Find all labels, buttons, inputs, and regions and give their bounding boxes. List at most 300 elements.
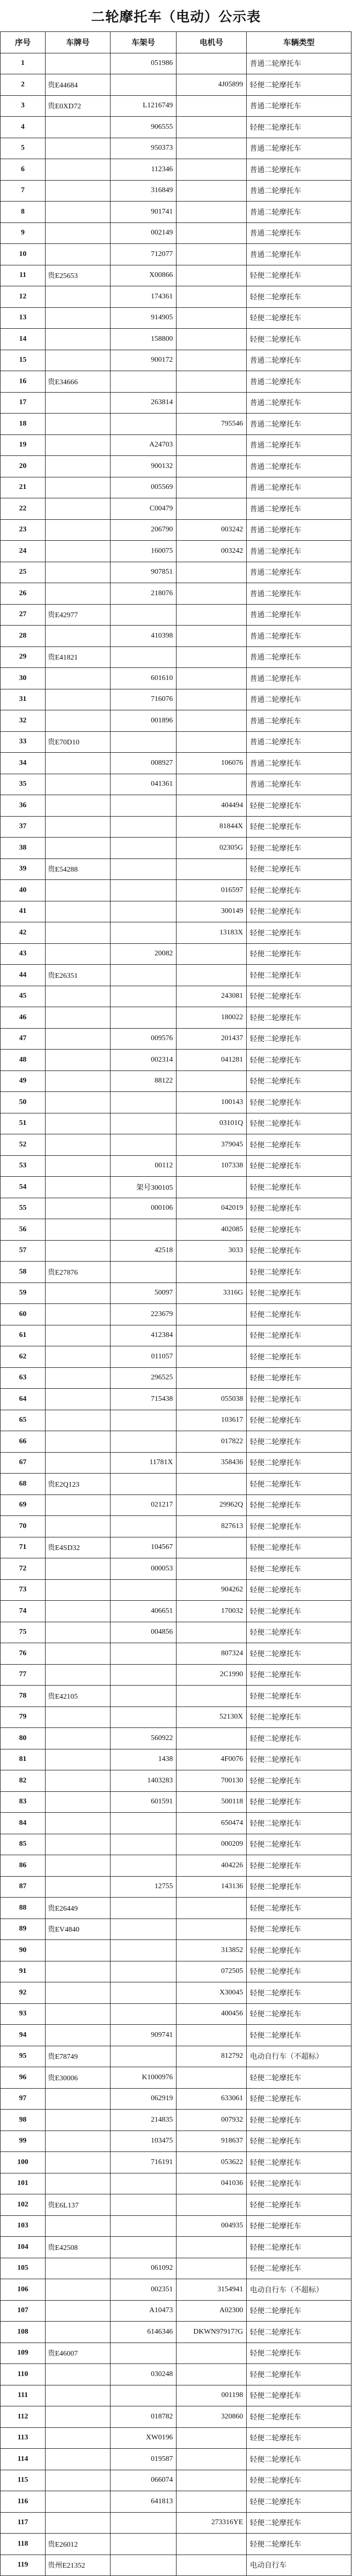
- cell-motor: [177, 1919, 247, 1940]
- cell-plate: [46, 774, 111, 795]
- cell-motor: 053622: [177, 2152, 247, 2173]
- table-row: [1, 965, 351, 986]
- cell-motor: 017822: [177, 1431, 247, 1453]
- cell-index: 103: [1, 2215, 46, 2237]
- table-row: [1, 858, 351, 880]
- cell-index: 119: [1, 2555, 46, 2576]
- table-row: [1, 265, 351, 286]
- cell-plate: [46, 2449, 111, 2470]
- cell-plate: [46, 1092, 111, 1113]
- cell-type: 轻便二轮摩托车: [247, 1283, 351, 1304]
- cell-type: 普通二轮摩托车: [247, 371, 351, 393]
- cell-motor: 041281: [177, 1050, 247, 1071]
- cell-motor: 001198: [177, 2385, 247, 2406]
- cell-motor: [177, 329, 247, 350]
- table-row: [1, 1262, 351, 1283]
- cell-plate: [46, 2215, 111, 2237]
- table-row: [1, 350, 351, 371]
- table-row: [1, 2046, 351, 2067]
- table-row: [1, 1346, 351, 1368]
- cell-motor: [177, 202, 247, 223]
- cell-motor: [177, 2194, 247, 2216]
- cell-plate: 贵E41821: [46, 646, 111, 668]
- cell-type: 轻便二轮摩托车: [247, 2470, 351, 2491]
- table-row: [1, 816, 351, 838]
- cell-frame: 42518: [111, 1240, 177, 1262]
- cell-motor: DKWN97917?G: [177, 2322, 247, 2343]
- cell-frame: [111, 858, 177, 880]
- cell-plate: [46, 986, 111, 1007]
- cell-index: 115: [1, 2470, 46, 2491]
- table-row: [1, 117, 351, 138]
- cell-frame: 406651: [111, 1601, 177, 1622]
- cell-plate: [46, 1961, 111, 1982]
- cell-type: 普通二轮摩托车: [247, 202, 351, 223]
- cell-frame: 011057: [111, 1346, 177, 1368]
- cell-plate: [46, 1346, 111, 1368]
- cell-motor: [177, 583, 247, 605]
- cell-motor: [177, 2364, 247, 2385]
- cell-frame: 112346: [111, 159, 177, 181]
- table-row: [1, 1495, 351, 1516]
- cell-plate: [46, 880, 111, 901]
- cell-frame: 1403283: [111, 1770, 177, 1792]
- cell-type: 普通二轮摩托车: [247, 159, 351, 181]
- cell-plate: [46, 2173, 111, 2194]
- cell-plate: 贵E26351: [46, 965, 111, 986]
- cell-frame: 712077: [111, 244, 177, 265]
- cell-motor: [177, 1304, 247, 1325]
- cell-frame: 018782: [111, 2406, 177, 2428]
- cell-index: 33: [1, 731, 46, 753]
- cell-type: 轻便二轮摩托车: [247, 1346, 351, 1368]
- cell-index: 96: [1, 2067, 46, 2089]
- table-row: [1, 1070, 351, 1092]
- table-row: [1, 329, 351, 350]
- cell-type: 普通二轮摩托车: [247, 244, 351, 265]
- cell-motor: 3316G: [177, 1283, 247, 1304]
- cell-motor: 404494: [177, 795, 247, 817]
- cell-motor: 016597: [177, 880, 247, 901]
- cell-plate: 贵E6L137: [46, 2194, 111, 2216]
- cell-motor: 273316YE: [177, 2512, 247, 2534]
- cell-frame: [111, 1579, 177, 1601]
- cell-frame: [111, 1707, 177, 1728]
- cell-frame: [111, 604, 177, 626]
- cell-index: 75: [1, 1622, 46, 1643]
- cell-motor: 400456: [177, 2003, 247, 2025]
- cell-type: 轻便二轮摩托车: [247, 2088, 351, 2110]
- table-row: [1, 392, 351, 414]
- cell-index: 110: [1, 2364, 46, 2385]
- cell-plate: [46, 1707, 111, 1728]
- cell-frame: [111, 1474, 177, 1495]
- cell-motor: 042019: [177, 1198, 247, 1219]
- cell-index: 91: [1, 1961, 46, 1982]
- cell-plate: [46, 202, 111, 223]
- cell-type: 轻便二轮摩托车: [247, 2131, 351, 2152]
- cell-frame: XW0196: [111, 2427, 177, 2449]
- cell-type: 轻便二轮摩托车: [247, 2427, 351, 2449]
- cell-index: 35: [1, 774, 46, 795]
- table-row: [1, 2131, 351, 2152]
- cell-motor: [177, 2534, 247, 2555]
- cell-motor: 313852: [177, 1940, 247, 1961]
- cell-motor: 3033: [177, 1240, 247, 1262]
- cell-type: 轻便二轮摩托车: [247, 1113, 351, 1134]
- cell-frame: [111, 1113, 177, 1134]
- table-row: [1, 646, 351, 668]
- cell-plate: 贵E30006: [46, 2067, 111, 2089]
- cell-frame: 11781X: [111, 1452, 177, 1474]
- cell-frame: 103475: [111, 2131, 177, 2152]
- cell-frame: [111, 816, 177, 838]
- cell-index: 98: [1, 2110, 46, 2131]
- cell-type: 轻便二轮摩托车: [247, 1155, 351, 1177]
- cell-frame: 019587: [111, 2449, 177, 2470]
- cell-plate: [46, 901, 111, 922]
- cell-type: 轻便二轮摩托车: [247, 816, 351, 838]
- cell-plate: [46, 1410, 111, 1431]
- table-row: [1, 2067, 351, 2089]
- cell-type: 轻便二轮摩托车: [247, 1177, 351, 1198]
- table-row: [1, 668, 351, 689]
- table-row: [1, 53, 351, 74]
- table-row: [1, 1325, 351, 1346]
- cell-index: 66: [1, 1431, 46, 1453]
- cell-motor: 003242: [177, 519, 247, 541]
- cell-index: 42: [1, 922, 46, 944]
- cell-frame: [111, 2173, 177, 2194]
- cell-plate: [46, 477, 111, 498]
- cell-plate: [46, 1452, 111, 1474]
- cell-index: 30: [1, 668, 46, 689]
- cell-index: 17: [1, 392, 46, 414]
- cell-frame: 002314: [111, 1050, 177, 1071]
- table-row: [1, 901, 351, 922]
- cell-frame: [111, 1686, 177, 1707]
- cell-frame: 900132: [111, 456, 177, 477]
- cell-index: 52: [1, 1134, 46, 1156]
- table-row: [1, 1177, 351, 1198]
- cell-frame: 004856: [111, 1622, 177, 1643]
- cell-motor: [177, 604, 247, 626]
- cell-motor: [177, 371, 247, 393]
- cell-type: 轻便二轮摩托车: [247, 1092, 351, 1113]
- table-row: [1, 753, 351, 774]
- cell-motor: [177, 434, 247, 456]
- cell-frame: X00866: [111, 265, 177, 286]
- cell-motor: 300149: [177, 901, 247, 922]
- table-row: [1, 1113, 351, 1134]
- cell-frame: L1216749: [111, 95, 177, 117]
- cell-type: 轻便二轮摩托车: [247, 117, 351, 138]
- cell-index: 10: [1, 244, 46, 265]
- cell-type: 轻便二轮摩托车: [247, 2491, 351, 2513]
- table-row: [1, 2491, 351, 2513]
- table-row: [1, 1643, 351, 1665]
- cell-type: 轻便二轮摩托车: [247, 1664, 351, 1686]
- table-row: [1, 1558, 351, 1580]
- cell-index: 5: [1, 138, 46, 159]
- cell-plate: [46, 1791, 111, 1813]
- table-row: [1, 2237, 351, 2258]
- cell-type: 轻便二轮摩托车: [247, 1728, 351, 1749]
- cell-index: 74: [1, 1601, 46, 1622]
- cell-type: 电动自行车（不超标）: [247, 2046, 351, 2067]
- cell-frame: 50097: [111, 1283, 177, 1304]
- cell-frame: [111, 922, 177, 944]
- cell-frame: 041361: [111, 774, 177, 795]
- cell-type: 轻便二轮摩托车: [247, 265, 351, 286]
- cell-index: 8: [1, 202, 46, 223]
- table-row: [1, 1410, 351, 1431]
- table-row: [1, 2003, 351, 2025]
- cell-type: 轻便二轮摩托车: [247, 943, 351, 965]
- cell-type: 轻便二轮摩托车: [247, 1898, 351, 1919]
- cell-plate: [46, 138, 111, 159]
- cell-motor: 29962Q: [177, 1495, 247, 1516]
- cell-index: 36: [1, 795, 46, 817]
- cell-plate: [46, 2152, 111, 2173]
- cell-plate: 贵E78749: [46, 2046, 111, 2067]
- cell-frame: [111, 838, 177, 859]
- cell-type: 普通二轮摩托车: [247, 222, 351, 244]
- cell-plate: [46, 1431, 111, 1453]
- cell-plate: [46, 222, 111, 244]
- cell-motor: [177, 2025, 247, 2046]
- table-row: [1, 2173, 351, 2194]
- cell-type: 轻便二轮摩托车: [247, 2258, 351, 2279]
- cell-motor: 812792: [177, 2046, 247, 2067]
- cell-type: 轻便二轮摩托车: [247, 1431, 351, 1453]
- cell-type: 轻便二轮摩托车: [247, 880, 351, 901]
- cell-plate: [46, 159, 111, 181]
- cell-motor: 52130X: [177, 1707, 247, 1728]
- cell-plate: [46, 350, 111, 371]
- cell-plate: [46, 1198, 111, 1219]
- cell-index: 41: [1, 901, 46, 922]
- cell-plate: 贵E34666: [46, 371, 111, 393]
- cell-type: 轻便二轮摩托车: [247, 922, 351, 944]
- cell-type: 轻便二轮摩托车: [247, 1919, 351, 1940]
- table-row: [1, 1155, 351, 1177]
- cell-type: 轻便二轮摩托车: [247, 1134, 351, 1156]
- cell-type: 轻便二轮摩托车: [247, 795, 351, 817]
- cell-plate: [46, 1664, 111, 1686]
- cell-type: 轻便二轮摩托车: [247, 1007, 351, 1029]
- cell-index: 90: [1, 1940, 46, 1961]
- cell-index: 28: [1, 626, 46, 647]
- cell-index: 49: [1, 1070, 46, 1092]
- cell-type: 轻便二轮摩托车: [247, 1855, 351, 1877]
- table-row: [1, 1367, 351, 1389]
- cell-type: 轻便二轮摩托车: [247, 1982, 351, 2004]
- cell-frame: [111, 1834, 177, 1855]
- cell-plate: [46, 1770, 111, 1792]
- cell-motor: 320860: [177, 2406, 247, 2428]
- cell-plate: 贵E46007: [46, 2343, 111, 2364]
- cell-plate: [46, 117, 111, 138]
- cell-index: 29: [1, 646, 46, 668]
- cell-frame: 601610: [111, 668, 177, 689]
- cell-plate: [46, 943, 111, 965]
- cell-frame: 716191: [111, 2152, 177, 2173]
- cell-index: 1: [1, 53, 46, 74]
- cell-type: 轻便二轮摩托车: [247, 1579, 351, 1601]
- cell-plate: [46, 922, 111, 944]
- cell-plate: [46, 2088, 111, 2110]
- cell-type: 轻便二轮摩托车: [247, 2237, 351, 2258]
- cell-type: 轻便二轮摩托车: [247, 2512, 351, 2534]
- table-row: [1, 943, 351, 965]
- cell-plate: [46, 2385, 111, 2406]
- cell-plate: [46, 710, 111, 732]
- cell-index: 108: [1, 2322, 46, 2343]
- cell-plate: [46, 329, 111, 350]
- cell-index: 24: [1, 541, 46, 562]
- cell-frame: [111, 2385, 177, 2406]
- cell-motor: [177, 477, 247, 498]
- cell-plate: [46, 753, 111, 774]
- cell-index: 72: [1, 1558, 46, 1580]
- cell-type: 轻便二轮摩托车: [247, 1304, 351, 1325]
- cell-index: 101: [1, 2173, 46, 2194]
- cell-motor: 100143: [177, 1092, 247, 1113]
- cell-motor: [177, 646, 247, 668]
- cell-index: 3: [1, 95, 46, 117]
- cell-index: 78: [1, 1686, 46, 1707]
- cell-plate: 贵E42105: [46, 1686, 111, 1707]
- cell-motor: 81844X: [177, 816, 247, 838]
- cell-frame: 412384: [111, 1325, 177, 1346]
- cell-motor: [177, 1898, 247, 1919]
- cell-type: 电动自行车（不超标）: [247, 2279, 351, 2301]
- cell-motor: [177, 392, 247, 414]
- table-row: [1, 880, 351, 901]
- table-row: [1, 519, 351, 541]
- cell-type: 轻便二轮摩托车: [247, 2364, 351, 2385]
- table-row: [1, 1516, 351, 1537]
- cell-motor: 02305G: [177, 838, 247, 859]
- cell-type: 轻便二轮摩托车: [247, 2003, 351, 2025]
- cell-motor: [177, 95, 247, 117]
- cell-type: 轻便二轮摩托车: [247, 1452, 351, 1474]
- cell-plate: [46, 2003, 111, 2025]
- cell-type: 普通二轮摩托车: [247, 562, 351, 583]
- cell-type: 轻便二轮摩托车: [247, 2385, 351, 2406]
- cell-index: 93: [1, 2003, 46, 2025]
- cell-frame: [111, 880, 177, 901]
- cell-index: 13: [1, 307, 46, 329]
- table-row: [1, 138, 351, 159]
- cell-motor: 700130: [177, 1770, 247, 1792]
- cell-type: 轻便二轮摩托车: [247, 838, 351, 859]
- cell-plate: [46, 2427, 111, 2449]
- cell-plate: [46, 2491, 111, 2513]
- cell-index: 113: [1, 2427, 46, 2449]
- cell-plate: 贵E42977: [46, 604, 111, 626]
- cell-frame: [111, 1643, 177, 1665]
- cell-index: 82: [1, 1770, 46, 1792]
- cell-type: 普通二轮摩托车: [247, 456, 351, 477]
- cell-frame: [111, 1134, 177, 1156]
- cell-type: 轻便二轮摩托车: [247, 1940, 351, 1961]
- cell-plate: [46, 2364, 111, 2385]
- cell-plate: [46, 1728, 111, 1749]
- cell-plate: [46, 1177, 111, 1198]
- cell-motor: [177, 2067, 247, 2089]
- cell-motor: 041036: [177, 2173, 247, 2194]
- table-row: [1, 2025, 351, 2046]
- cell-index: 111: [1, 2385, 46, 2406]
- cell-index: 4: [1, 117, 46, 138]
- cell-type: 轻便二轮摩托车: [247, 1325, 351, 1346]
- table-row: [1, 1855, 351, 1877]
- cell-type: 普通二轮摩托车: [247, 668, 351, 689]
- cell-type: 轻便二轮摩托车: [247, 1749, 351, 1770]
- cell-motor: 379045: [177, 1134, 247, 1156]
- cell-type: 普通二轮摩托车: [247, 414, 351, 435]
- cell-plate: [46, 456, 111, 477]
- cell-type: 轻便二轮摩托车: [247, 1770, 351, 1792]
- cell-type: 轻便二轮摩托车: [247, 2322, 351, 2343]
- cell-index: 46: [1, 1007, 46, 1029]
- cell-type: 普通二轮摩托车: [247, 710, 351, 732]
- cell-frame: 160075: [111, 541, 177, 562]
- table-row: [1, 1707, 351, 1728]
- table-row: [1, 2406, 351, 2428]
- cell-plate: [46, 1940, 111, 1961]
- cell-plate: [46, 626, 111, 647]
- cell-index: 118: [1, 2534, 46, 2555]
- cell-type: 轻便二轮摩托车: [247, 2534, 351, 2555]
- cell-frame: [111, 1516, 177, 1537]
- cell-motor: [177, 858, 247, 880]
- cell-motor: 3154941: [177, 2279, 247, 2301]
- cell-motor: 918637: [177, 2131, 247, 2152]
- cell-type: 轻便二轮摩托车: [247, 2067, 351, 2089]
- table-row: [1, 2364, 351, 2385]
- cell-frame: [111, 1262, 177, 1283]
- cell-frame: 12755: [111, 1876, 177, 1898]
- cell-frame: [111, 901, 177, 922]
- cell-frame: 6146346: [111, 2322, 177, 2343]
- cell-type: 轻便二轮摩托车: [247, 329, 351, 350]
- cell-frame: [111, 795, 177, 817]
- cell-frame: [111, 2512, 177, 2534]
- cell-frame: [111, 1092, 177, 1113]
- cell-frame: [111, 1855, 177, 1877]
- cell-motor: 650474: [177, 1813, 247, 1834]
- cell-index: 88: [1, 1898, 46, 1919]
- table-row: [1, 562, 351, 583]
- cell-type: 普通二轮摩托车: [247, 350, 351, 371]
- cell-plate: 贵E0XD72: [46, 95, 111, 117]
- cell-index: 97: [1, 2088, 46, 2110]
- cell-type: 普通二轮摩托车: [247, 689, 351, 710]
- cell-index: 48: [1, 1050, 46, 1071]
- cell-frame: 00112: [111, 1155, 177, 1177]
- table-row: [1, 1876, 351, 1898]
- table-row: [1, 498, 351, 520]
- cell-frame: 104567: [111, 1537, 177, 1558]
- cell-type: 普通二轮摩托车: [247, 646, 351, 668]
- cell-plate: [46, 286, 111, 308]
- cell-index: 51: [1, 1113, 46, 1134]
- table-row: [1, 74, 351, 96]
- cell-type: 普通二轮摩托车: [247, 477, 351, 498]
